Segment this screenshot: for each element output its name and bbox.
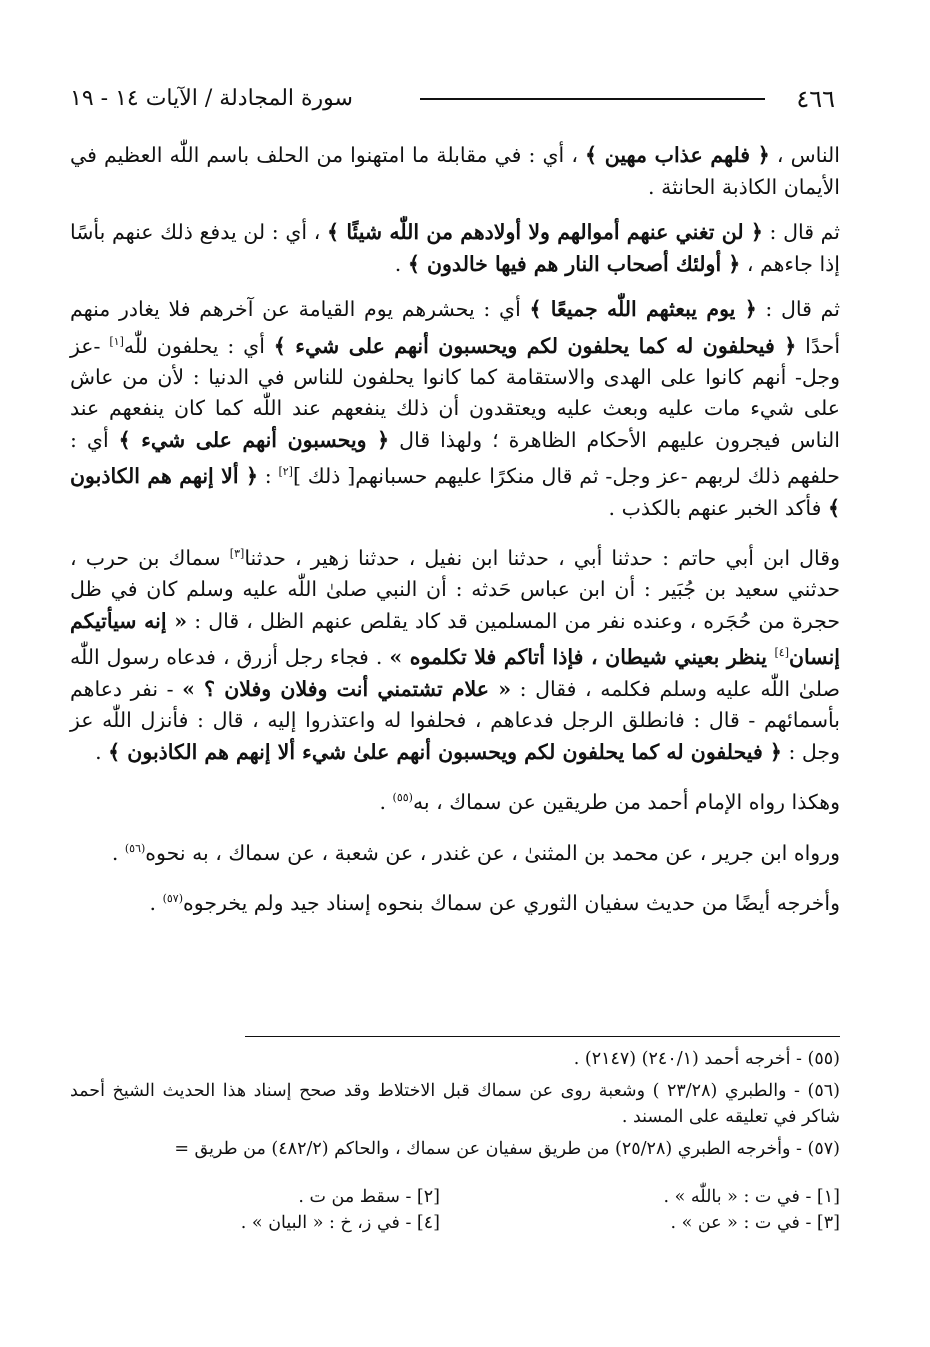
text: أي : يحشرهم يوم القيامة عن آخرهم فلا يغادر منهم أحدًا (70, 297, 841, 358)
text: أي : حلفهم ذلك لربهم -عز وجل- ثم قال منكرًا عليهم حسبانهم[ ذلك ] (70, 427, 840, 489)
text: ثم قال : (756, 297, 840, 321)
paragraph-2 (70, 217, 840, 280)
paragraph-7 (70, 883, 840, 919)
text: وهكذا رواه الإمام أحمد من طريقين عن سماك ، به (412, 790, 840, 815)
quran-quote: ﴿ أولئك أصحاب النار هم فيها خالدون ﴾ (407, 251, 741, 276)
text: الناس ، (769, 143, 840, 167)
page-header (70, 84, 835, 118)
quran-quote: ﴿ فيحلفون له كما يحلفون لكم ويحسبون أنهم علىٰ شيء ألا إنهم هم الكاذبون ﴾ (108, 739, 782, 764)
quran-quote: ﴿ فيحلفون له كما يحلفون لكم ويحسبون أنهم على شيء ﴾ (273, 333, 797, 358)
text: فأكد الخبر عنهم بالكذب . (608, 495, 828, 520)
variant-note-3: [٣] - في ت : « عن » . (670, 1213, 840, 1233)
variant-note-4: [٤] - في ز، خ : « البيان » . (240, 1213, 440, 1233)
quran-quote: ﴿ لن تغني عنهم أموالهم ولا أولادهم من اللّٰه شيئًا ﴾ (327, 220, 763, 244)
paragraph-6 (70, 833, 840, 869)
quran-quote: ﴿ ألا إنهم هم الكاذبون ﴾ (70, 464, 840, 520)
text: ، أي : لن يدفع ذلك عنهم بأسًا إذا جاءهم ، (70, 220, 840, 276)
variant-note-1: [١] - في ت : « باللّٰه » . (663, 1187, 840, 1207)
text: - نفر دعاهم بأسمائهم - قال : فانطلق الرجل فدعاهم ، فحلفوا له واعتذروا إليه ، قال : فأنزل اللّٰه عز وجل : (70, 676, 840, 764)
text: وأخرجه أيضًا من حديث سفيان الثوري عن سماك بنحوه إسناد جيد ولم يخرجوه (183, 890, 840, 915)
hadith-quote: ينظر بعيني شيطان ، فإذا أتاكم فلا تكلموه » (389, 645, 775, 670)
paragraph-3 (70, 294, 840, 524)
text: ثم قال : (762, 220, 841, 244)
footnote-ref: (٥٧) (162, 891, 184, 905)
text: . (111, 840, 125, 865)
hadith-quote: « علام تشتمني أنت وفلان وفلان ؟ » (182, 676, 512, 701)
quran-quote: ﴿ يوم يبعثهم اللّٰه جميعًا ﴾ (529, 297, 757, 321)
variant-note-ref: [٢] (278, 465, 293, 479)
footnote-57: (٥٧) - وأخرجه الطبري (٢٥/٢٨) من طريق سفيان عن سماك ، والحاكم (٤٨٢/٢) من طريق = (174, 1139, 840, 1159)
paragraph-4 (70, 538, 840, 768)
text: أي : يحلفون للّٰه (123, 333, 274, 358)
variant-note-2: [٢] - سقط من ت . (298, 1187, 440, 1207)
text: . فجاء رجل أزرق ، فدعاه رسول اللّٰه صلىٰ اللّٰه عليه وسلم فكلمه ، فقال : (70, 645, 840, 701)
variant-note-ref: [٤] (774, 646, 789, 660)
main-text (70, 140, 840, 919)
footnote-ref: (٥٥) (392, 791, 413, 805)
footnote-ref: (٥٦) (124, 841, 146, 855)
paragraph-1 (70, 140, 840, 203)
header-rule (420, 98, 765, 100)
variant-note-ref: [١] (109, 334, 124, 348)
hadith-quote: « إنه سيأتيكم إنسان (70, 608, 840, 670)
quran-quote: ﴿ فلهم عذاب مهين ﴾ (585, 143, 770, 167)
footnote-rule (245, 1036, 840, 1037)
text: سماك بن حرب ، حدثني سعيد بن جُبَير : أن ابن عباس حَدثه : أن النبي صلىٰ اللّٰه عليه وسلم كان في ظل حجرة من حُجَره ، وعنده نفر من المسلمين قد كاد يقلص عنهم الظل ، قال : (70, 545, 840, 633)
text: -عز وجل- أنهم كانوا على الهدى والاستقامة كما كانوا يحلفون للناس في الدنيا : لأن من عاش على شيء مات عليه وبعث عليه ويعتقدون أن ذلك ينفعهم عند اللّٰه كما كان ينفعهم عند الناس فيجرون عليهم الأحكام الظاهرة ؛ ولهذا قال (70, 333, 840, 452)
text: . (379, 790, 393, 815)
paragraph-5 (70, 782, 840, 818)
variant-notes (70, 1184, 840, 1236)
page-number: ٤٦٦ (796, 85, 835, 113)
text: . (95, 739, 109, 764)
text: : (257, 464, 279, 489)
text: وقال ابن أبي حاتم : حدثنا أبي ، حدثنا ابن نفيل ، حدثنا زهير ، حدثنا (244, 545, 840, 570)
text: ورواه ابن جرير ، عن محمد بن المثنىٰ ، عن غندر ، عن شعبة ، عن سماك ، به نحوه (145, 840, 840, 865)
running-title: سورة المجادلة / الآيات ١٤ - ١٩ (70, 86, 353, 111)
text: . (149, 890, 163, 915)
variant-note-ref: [٣] (229, 547, 245, 561)
text: . (394, 251, 408, 276)
footnote-55: (٥٥) - أخرجه أحمد (٢٤٠/١) (٢١٤٧) . (573, 1049, 840, 1069)
text: ، أي : في مقابلة ما امتهنوا من الحلف باسم اللّٰه العظيم في الأيمان الكاذبة الحانثة . (70, 143, 840, 199)
footnotes (70, 1046, 840, 1236)
quran-quote: ﴿ ويحسبون أنهم على شيء ﴾ (118, 427, 390, 452)
footnote-56: (٥٦) - والطبري (٢٣/٢٨ ) وشعبة روى عن سماك قبل الاختلاط وقد صحح إسناد هذا الحديث الشيخ أحمد شاكر في تعليقه على المسند . (70, 1081, 840, 1127)
